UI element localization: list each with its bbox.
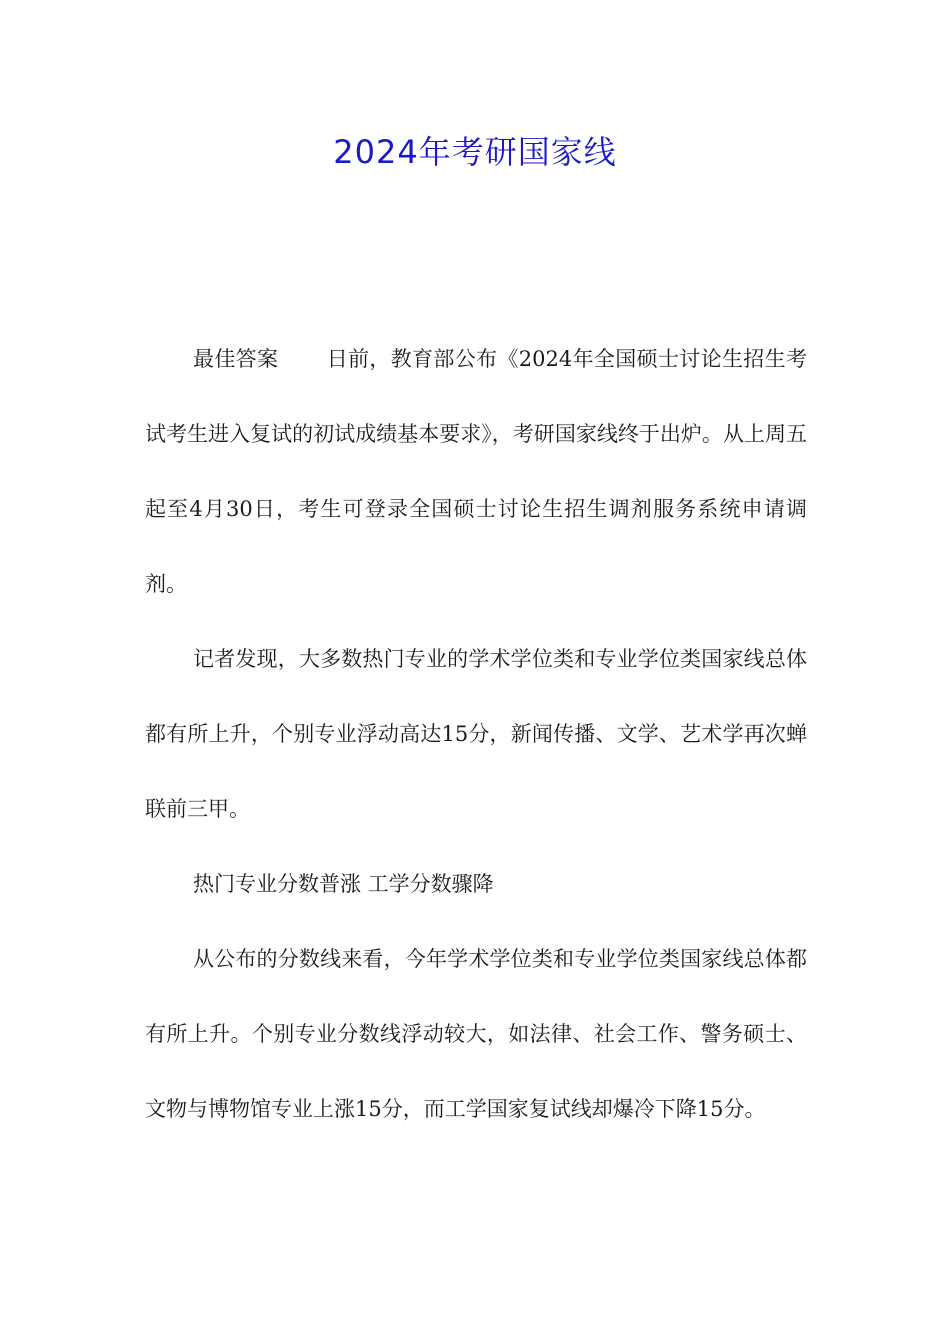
paragraph-findings: 记者发现，大多数热门专业的学术学位类和专业学位类国家线总体都有所上升，个别专业浮动高达15分，新闻传播、文学、艺术学再次蝉联前三甲。 xyxy=(145,647,807,821)
paragraph-scores: 从公布的分数线来看，今年学术学位类和专业学位类国家线总体都有所上升。个别专业分数线浮动较大，如法律、社会工作、警务硕士、文物与博物馆专业上涨15分，而工学国家复试线却爆冷下降15分。 xyxy=(145,947,807,1121)
document-title: 2024年考研国家线 xyxy=(333,133,617,171)
section-heading: 热门专业分数普涨 工学分数骤降 xyxy=(193,872,494,896)
paragraph-text: 日前，教育部公布《2024年全国硕士讨论生招生考试考生进入复试的初试成绩基本要求》，考研国家线终于出炉。从上周五起至4月30日，考生可登录全国硕士讨论生招生调剂服务系统申请调剂。 xyxy=(145,347,807,596)
paragraph-lead: 最佳答案 xyxy=(193,347,279,371)
document-body xyxy=(145,322,807,1147)
paragraph-intro xyxy=(145,322,807,622)
